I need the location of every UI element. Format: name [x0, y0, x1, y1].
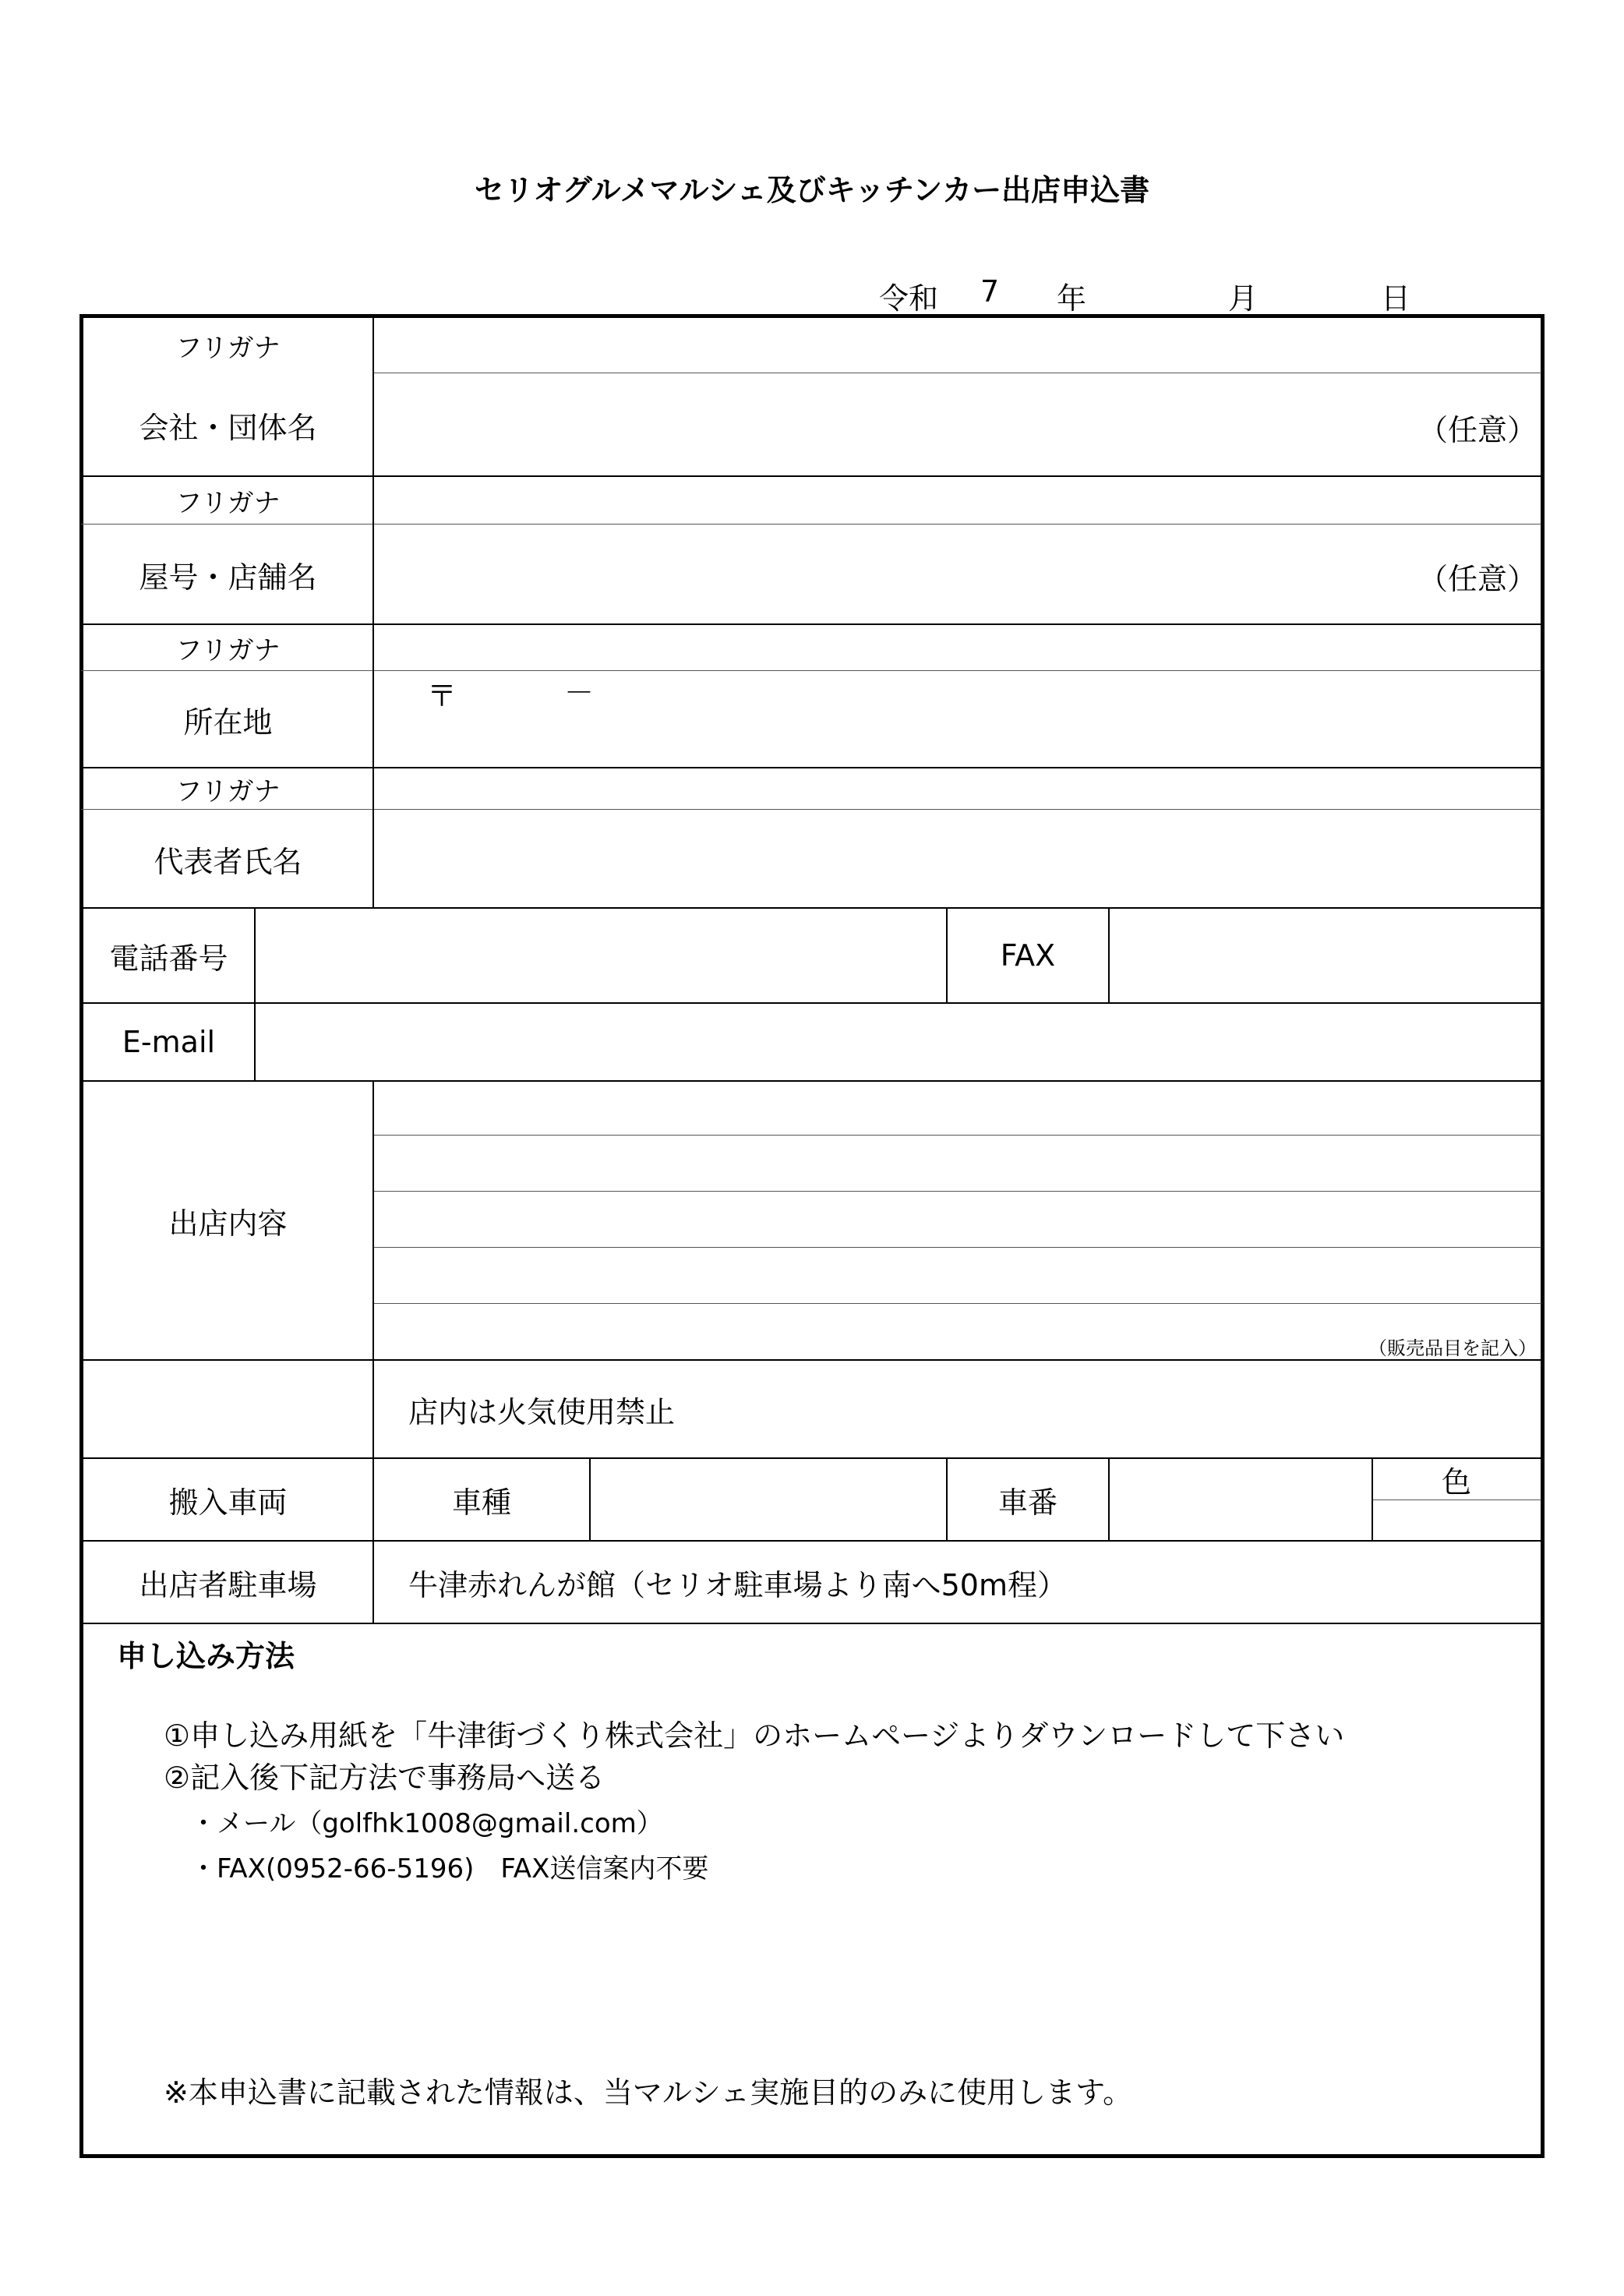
rule	[81, 809, 1541, 810]
notice-blank-cell	[83, 1361, 372, 1457]
rule	[372, 1080, 374, 1623]
document-title: セリオグルメマルシェ及びキッチンカー出店申込書	[474, 173, 1150, 207]
shop-field[interactable]	[376, 525, 1467, 623]
company-optional-mark: （任意）	[1417, 413, 1537, 447]
method-mail: ・メール（golfhk1008@gmail.com）	[190, 1808, 663, 1839]
representative-label: 代表者氏名	[154, 844, 302, 879]
company-furigana-label: フリガナ	[175, 332, 281, 364]
shop-furigana-label: フリガナ	[175, 487, 281, 519]
phone-field[interactable]	[257, 909, 946, 1002]
fire-notice: 店内は火気使用禁止	[408, 1394, 676, 1429]
method-fax: ・FAX(0952-66-5196) FAX送信案内不要	[190, 1853, 709, 1884]
car-type-field[interactable]	[592, 1459, 946, 1540]
postal-mark: 〒	[427, 679, 457, 713]
rule	[372, 316, 374, 907]
company-label: 会社・団体名	[139, 410, 317, 445]
date-era: 令和	[879, 281, 939, 316]
method-step-1: ①申し込み用紙を「牛津街づくり株式会社」のホームページよりダウンロードして下さい	[164, 1718, 1345, 1753]
rule	[81, 1623, 1541, 1624]
date-month-label: 月	[1228, 281, 1259, 316]
parking-value: 牛津赤れんが館（セリオ駐車場より南へ50m程）	[408, 1567, 1067, 1602]
vehicle-label: 搬入車両	[168, 1485, 288, 1520]
date-year-label: 年	[1057, 281, 1087, 316]
fax-field[interactable]	[1111, 909, 1540, 1002]
email-label: E-mail	[122, 1025, 216, 1059]
privacy-notice: ※本申込書に記載された情報は、当マルシェ実施目的のみに使用します。	[164, 2075, 1133, 2110]
address-furigana-field[interactable]	[376, 625, 1540, 670]
representative-furigana-label: フリガナ	[175, 775, 281, 807]
content-field[interactable]	[376, 1082, 1540, 1359]
shop-furigana-field[interactable]	[376, 477, 1540, 524]
company-field[interactable]	[376, 374, 1467, 475]
method-step-2: ②記入後下記方法で事務局へ送る	[164, 1761, 605, 1795]
phone-label: 電話番号	[109, 941, 228, 976]
representative-furigana-field[interactable]	[376, 768, 1540, 809]
car-number-field[interactable]	[1111, 1459, 1372, 1540]
color-label: 色	[1441, 1464, 1471, 1499]
car-number-label: 車番	[997, 1485, 1057, 1520]
content-label: 出店内容	[168, 1206, 288, 1241]
parking-label: 出店者駐車場	[139, 1567, 317, 1602]
shop-optional-mark: （任意）	[1417, 562, 1537, 596]
rule	[81, 524, 1541, 525]
car-type-label: 車種	[451, 1485, 511, 1520]
fax-label: FAX	[1000, 938, 1056, 973]
address-field[interactable]	[376, 672, 1540, 767]
email-field[interactable]	[257, 1004, 1540, 1080]
postal-dash: －	[564, 676, 595, 710]
rule	[1108, 1457, 1110, 1540]
rule	[254, 907, 256, 1080]
method-heading: 申し込み方法	[117, 1639, 295, 1673]
rule	[589, 1457, 591, 1540]
representative-field[interactable]	[376, 811, 1540, 907]
content-note: （販売品目を記入）	[1368, 1337, 1537, 1359]
date-year-value[interactable]: 7	[980, 274, 1000, 309]
address-label: 所在地	[183, 705, 273, 740]
shop-label: 屋号・店舗名	[139, 560, 317, 595]
rule	[81, 670, 1541, 671]
color-field[interactable]	[1375, 1501, 1540, 1540]
date-day-label: 日	[1381, 281, 1411, 316]
company-furigana-field[interactable]	[376, 318, 1540, 373]
rule	[1108, 907, 1110, 1002]
address-furigana-label: フリガナ	[175, 634, 281, 666]
